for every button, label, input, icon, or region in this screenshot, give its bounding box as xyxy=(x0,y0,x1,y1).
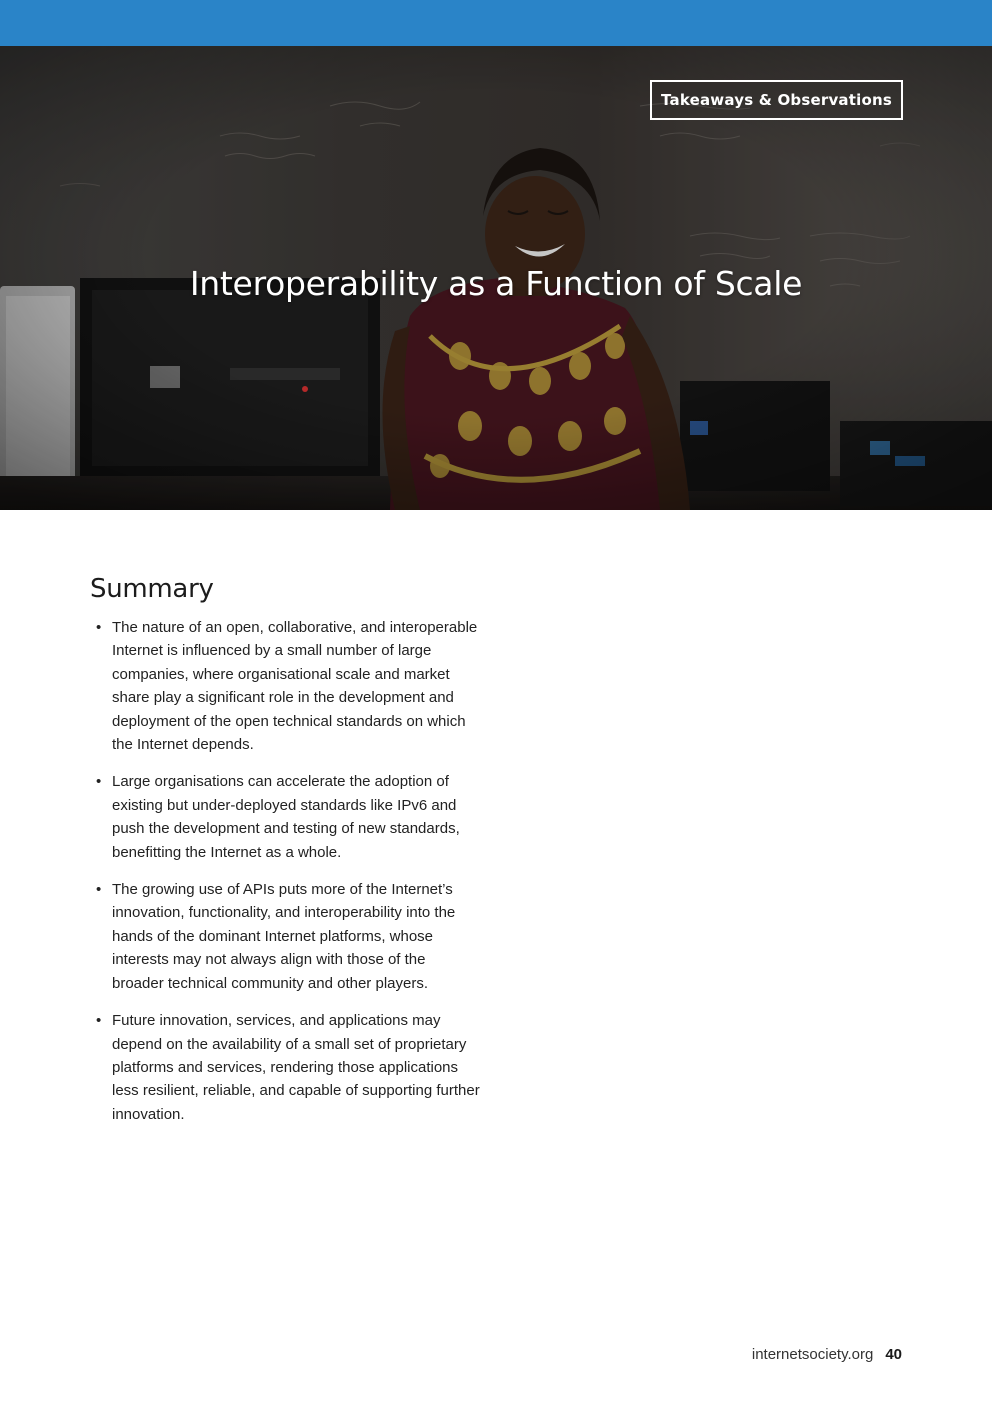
list-item xyxy=(90,616,480,756)
page-title: Interoperability as a Function of Scale xyxy=(189,264,803,303)
list-item xyxy=(90,1009,480,1126)
bullet-icon: • xyxy=(96,619,102,636)
summary-heading: Summary xyxy=(90,574,214,604)
footer-site-link[interactable]: internetsociety.org xyxy=(751,1346,874,1363)
top-color-bar xyxy=(0,0,992,46)
list-item-text: Future innovation, services, and applications may depend on the availability of a small set of proprietary platforms and services, rendering those applications less resilient, reliable, and capable of supporting further innovation. xyxy=(112,1012,480,1123)
list-item-text: The growing use of APIs puts more of the Internet’s innovation, functionality, and interoperability into the hands of the dominant Internet platforms, whose interests may not always align with those of the broader technical community and other players. xyxy=(112,881,456,992)
list-item-text: The nature of an open, collaborative, and interoperable Internet is influenced by a small number of large companies, where organisational scale and market share play a significant role in the development and deployment of the open technical standards on which the Internet depends. xyxy=(112,619,478,754)
section-tag: Takeaways & Observations xyxy=(650,80,903,120)
summary-section xyxy=(90,570,480,1140)
page-footer xyxy=(752,1344,902,1366)
bullet-icon: • xyxy=(96,773,102,791)
bullet-icon: • xyxy=(96,881,102,899)
list-item-text: Large organisations can accelerate the adoption of existing but under-deployed standards like IPv6 and push the development and testing of new standards, benefitting the Internet as a whole. xyxy=(112,773,460,861)
list-item xyxy=(90,770,480,864)
list-item xyxy=(90,878,480,995)
summary-list xyxy=(90,616,480,1126)
page-number: 40 xyxy=(885,1346,902,1363)
bullet-icon: • xyxy=(96,1012,102,1030)
